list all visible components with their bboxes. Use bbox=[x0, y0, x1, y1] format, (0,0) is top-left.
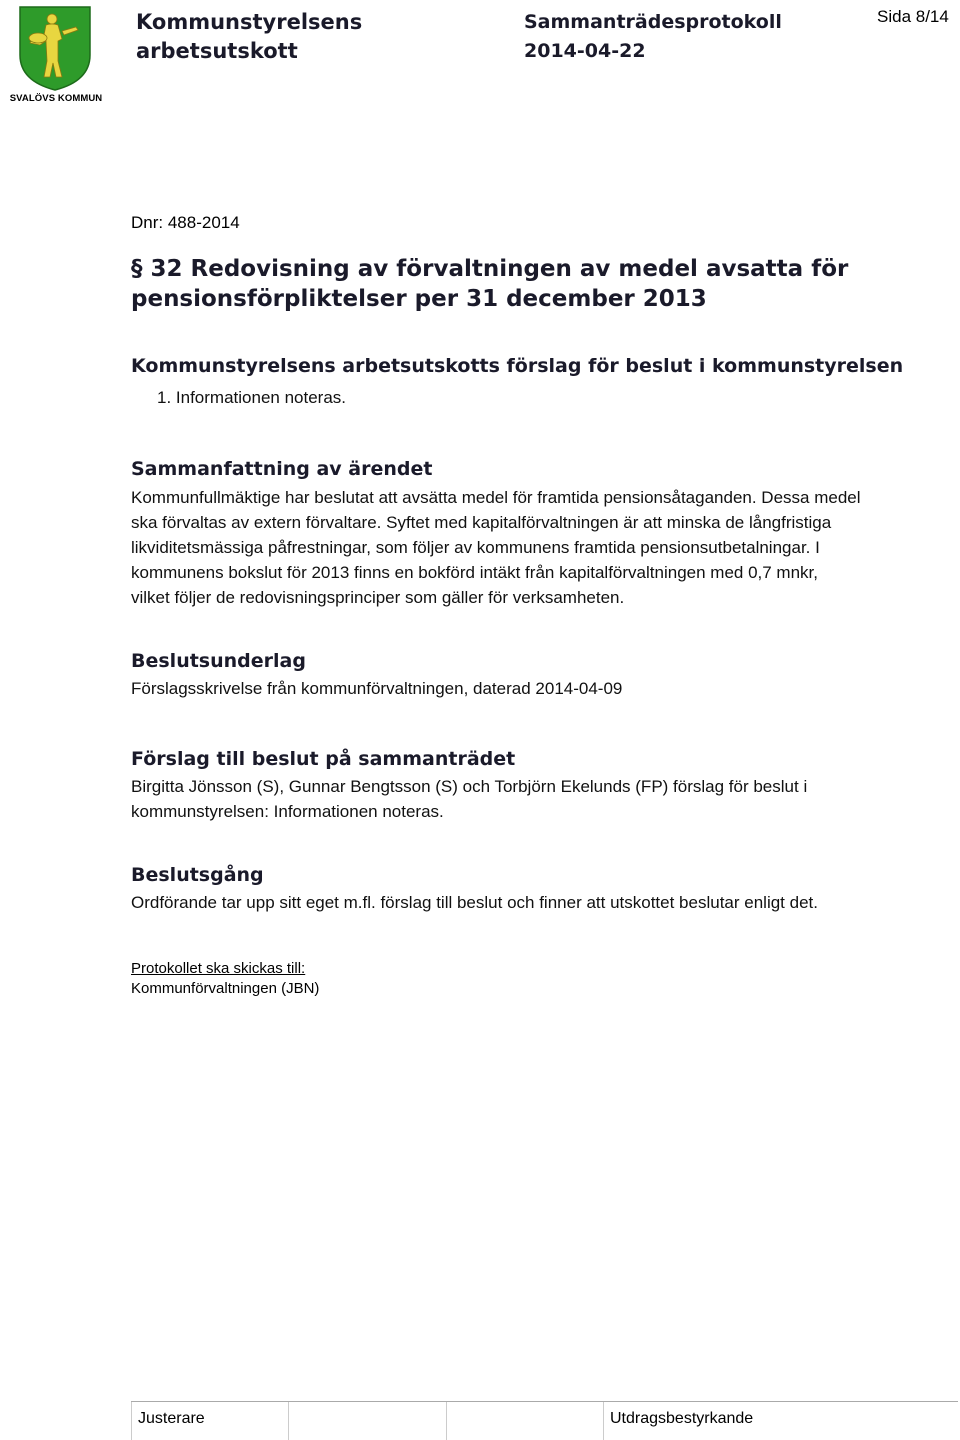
document-type bbox=[524, 8, 782, 66]
committee-name bbox=[136, 8, 362, 66]
diary-number: Dnr: 488-2014 bbox=[131, 213, 240, 232]
distribution-label: Protokollet ska skickas till: bbox=[131, 960, 306, 977]
committee-line-1: Kommunstyrelsens bbox=[136, 10, 363, 34]
committee-line-2: arbetsutskott bbox=[136, 39, 298, 63]
certified-label: Utdragsbestyrkande bbox=[610, 1410, 754, 1427]
page-number: Sida 8/14 bbox=[877, 7, 949, 26]
adjuster-sign-cell-2 bbox=[446, 1402, 604, 1440]
summary-line: likviditetsmässiga påfrestningar, som följer av kommunens framtida pensionsutbetalningar. I bbox=[131, 538, 820, 557]
adjuster-sign-cell-1 bbox=[288, 1402, 447, 1440]
summary-line: kommunens bokslut för 2013 finns en bokförd intäkt från kapitalförvaltningen med 0,7 mnkr, bbox=[131, 563, 818, 582]
item-title-line-1 bbox=[131, 254, 851, 284]
item-title-line-2: pensionsförpliktelser per 31 december 2013 bbox=[131, 286, 707, 312]
procedure-text: Ordförande tar upp sitt eget m.fl. förslag till beslut och finner att utskottet beslutar enligt det. bbox=[131, 893, 818, 912]
signature-table bbox=[131, 1401, 958, 1440]
proposal-heading: Kommunstyrelsens arbetsutskotts förslag för beslut i kommunstyrelsen bbox=[131, 355, 904, 377]
meeting-proposal-line: kommunstyrelsen: Informationen noteras. bbox=[131, 802, 444, 821]
item-title bbox=[131, 254, 851, 314]
adjuster-label: Justerare bbox=[138, 1410, 205, 1427]
summary-paragraph bbox=[131, 485, 960, 610]
doc-type-label: Sammanträdesprotokoll bbox=[524, 11, 782, 33]
meeting-proposal-line: Birgitta Jönsson (S), Gunnar Bengtsson (S) och Torbjörn Ekelunds (FP) förslag för beslut i bbox=[131, 777, 808, 796]
section-symbol: § bbox=[131, 256, 143, 282]
svalov-coat-of-arms-icon bbox=[18, 5, 92, 91]
summary-line: Kommunfullmäktige har beslutat att avsätta medel för framtida pensionsåtaganden. Dessa medel bbox=[131, 488, 861, 507]
adjuster-cell bbox=[131, 1402, 289, 1440]
basis-heading: Beslutsunderlag bbox=[131, 650, 306, 672]
summary-heading: Sammanfattning av ärendet bbox=[131, 458, 433, 480]
meeting-proposal-paragraph bbox=[131, 774, 960, 824]
item-title-text-1: 32 Redovisning av förvaltningen av medel avsatta för bbox=[150, 256, 849, 282]
meeting-proposal-heading: Förslag till beslut på sammanträdet bbox=[131, 748, 516, 770]
distribution-recipient: Kommunförvaltningen (JBN) bbox=[131, 980, 320, 997]
basis-text: Förslagsskrivelse från kommunförvaltningen, daterad 2014-04-09 bbox=[131, 679, 623, 698]
municipality-name: SVALÖVS KOMMUN bbox=[9, 93, 103, 104]
summary-line: ska förvaltas av extern förvaltare. Syftet med kapitalförvaltningen är att minska de långfristiga bbox=[131, 513, 832, 532]
certified-cell bbox=[603, 1402, 959, 1440]
procedure-heading: Beslutsgång bbox=[131, 864, 264, 886]
proposal-item: 1. Informationen noteras. bbox=[157, 388, 347, 407]
meeting-date: 2014-04-22 bbox=[524, 40, 646, 62]
summary-line: vilket följer de redovisningsprinciper som gäller för verksamheten. bbox=[131, 588, 625, 607]
